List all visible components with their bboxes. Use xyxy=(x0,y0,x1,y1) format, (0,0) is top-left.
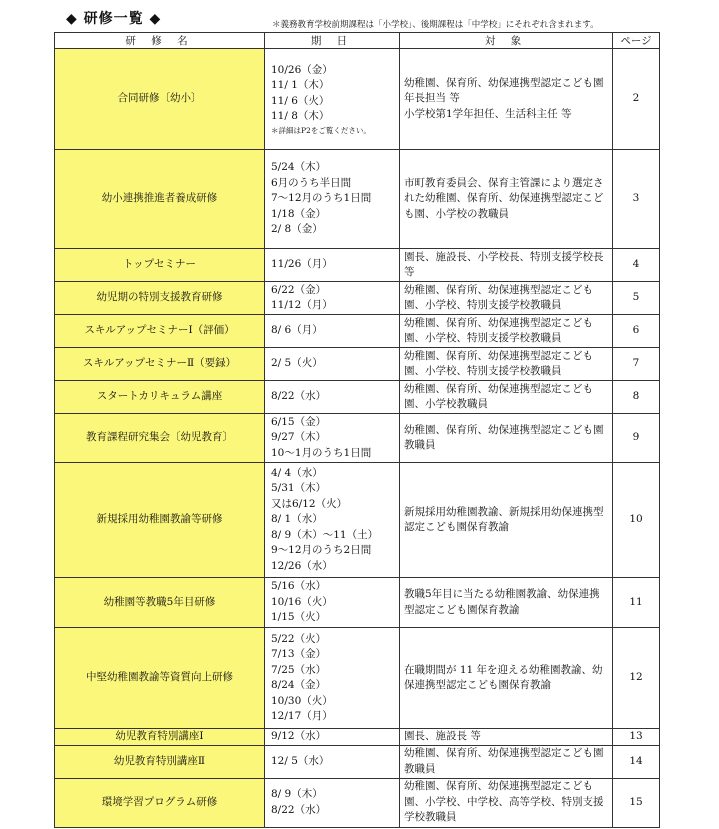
date-line: 10/30（火） xyxy=(271,694,333,707)
page-number: 5 xyxy=(613,282,660,315)
table-row xyxy=(55,729,660,746)
training-target: 教職5年目に当たる幼稚園教諭、幼保連携型認定こども園保育教諭 xyxy=(400,578,613,628)
col-header-name: 研 修 名 xyxy=(55,33,265,49)
header-note: ＊義務教育学校前期課程は「小学校」、後期課程は「中学校」にそれぞれ含まれます。 xyxy=(272,20,599,30)
page-number: 6 xyxy=(613,315,660,348)
date-line: 9～12月のうち2日間 xyxy=(271,544,372,557)
col-header-page: ページ xyxy=(613,33,660,49)
training-dates xyxy=(265,729,400,746)
training-name: トップセミナー xyxy=(55,249,265,282)
training-dates xyxy=(265,381,400,414)
date-line: 6/15（金） xyxy=(271,415,327,428)
training-dates xyxy=(265,463,400,578)
date-line: 11/ 1（木） xyxy=(271,79,330,91)
page-number: 9 xyxy=(613,414,660,463)
date-line: 5/31（木） xyxy=(271,482,327,495)
training-target: 幼稚園、保育所、幼保連携型認定こども園年長担当 等 小学校第1学年担任、生活科主任 等 xyxy=(400,49,613,150)
table-row xyxy=(55,348,660,381)
page-number: 3 xyxy=(613,150,660,249)
date-line: 5/24（木） xyxy=(271,161,327,174)
date-line: 11/ 8（木） xyxy=(271,110,330,122)
training-dates xyxy=(265,778,400,827)
date-line: 7～12月のうち1日間 xyxy=(271,192,372,205)
training-dates xyxy=(265,150,400,249)
training-name: 中堅幼稚園教諭等資質向上研修 xyxy=(55,628,265,729)
training-target: 在職期間が 11 年を迎える幼稚園教諭、幼保連携型認定こども園保育教諭 xyxy=(400,628,613,729)
table-row xyxy=(55,381,660,414)
date-line: 12/17（月） xyxy=(271,710,333,722)
training-target: 幼稚園、保育所、幼保連携型認定こども園、小学校、中学校、高等学校、特別支援学校教職員 xyxy=(400,778,613,827)
date-line: 5/16（水） xyxy=(271,580,327,593)
date-line: 11/ 6（火） xyxy=(271,94,330,107)
training-name: 幼児期の特別支援教育研修 xyxy=(55,282,265,315)
page-number: 15 xyxy=(613,778,660,827)
date-line: 8/22（水） xyxy=(271,390,327,403)
date-line: 8/24（金） xyxy=(271,679,327,691)
table-row xyxy=(55,578,660,628)
training-name: 幼児教育特別講座Ⅱ xyxy=(55,745,265,778)
date-line: 7/25（水） xyxy=(271,663,327,676)
training-target: 幼稚園、保育所、幼保連携型認定こども園教職員 xyxy=(400,745,613,778)
date-line: 10/16（火） xyxy=(271,595,333,608)
col-header-date: 期 日 xyxy=(265,33,400,49)
training-target: 幼稚園、保育所、幼保連携型認定こども園教職員 xyxy=(400,414,613,463)
date-line: 5/22（火） xyxy=(271,632,327,645)
training-name: スタートカリキュラム講座 xyxy=(55,381,265,414)
date-line: 11/26（月） xyxy=(271,258,333,271)
training-target: 園長、施設長、小学校長、特別支援学校長 等 xyxy=(400,249,613,282)
training-dates xyxy=(265,249,400,282)
date-line: 4/ 4（水） xyxy=(271,466,323,479)
date-line: 6/22（金） xyxy=(271,283,327,296)
table-row xyxy=(55,49,660,150)
date-line: 8/ 9（木） xyxy=(271,788,323,800)
training-dates xyxy=(265,315,400,348)
page-number: 12 xyxy=(613,628,660,729)
training-target: 幼稚園、保育所、幼保連携型認定こども園、小学校、特別支援学校教職員 xyxy=(400,315,613,348)
training-target: 幼稚園、保育所、幼保連携型認定こども園、小学校教職員 xyxy=(400,381,613,414)
page-number: 2 xyxy=(613,49,660,150)
training-dates xyxy=(265,49,400,150)
table-row xyxy=(55,414,660,463)
date-line: 8/ 6（月） xyxy=(271,324,323,337)
date-line: 11/12（月） xyxy=(271,299,333,311)
training-target: 市町教育委員会、保育主管課により選定された幼稚園、保育所、幼保連携型認定こども園、小学校の教職員 xyxy=(400,150,613,249)
training-name: 幼小連携推進者養成研修 xyxy=(55,150,265,249)
date-line: 1/18（金） xyxy=(271,207,327,220)
date-line: 10/26（金） xyxy=(271,63,333,76)
page-number: 11 xyxy=(613,578,660,628)
date-line: 8/22（水） xyxy=(271,803,327,816)
page-number: 8 xyxy=(613,381,660,414)
table-row xyxy=(55,745,660,778)
page-title: ◆ 研修一覧 ◆ xyxy=(66,11,162,27)
training-name: スキルアップセミナーⅠ（評価） xyxy=(55,315,265,348)
date-line: 10～1月のうち1日間 xyxy=(271,446,372,459)
training-name: 新規採用幼稚園教諭等研修 xyxy=(55,463,265,578)
date-line: 8/ 9（木）～11（土） xyxy=(271,528,379,541)
date-line: 12/ 5（水） xyxy=(271,754,330,767)
table-row xyxy=(55,150,660,249)
table-row xyxy=(55,282,660,315)
page-number: 10 xyxy=(613,463,660,578)
training-dates xyxy=(265,414,400,463)
page-number: 7 xyxy=(613,348,660,381)
table-header-row xyxy=(55,33,660,49)
date-line: 1/15（火） xyxy=(271,611,327,624)
table-row xyxy=(55,249,660,282)
training-target: 園長、施設長 等 xyxy=(400,729,613,746)
table-row xyxy=(55,628,660,729)
date-line: 又は6/12（火） xyxy=(271,497,348,510)
table-row xyxy=(55,315,660,348)
date-line: 2/ 8（金） xyxy=(271,223,323,236)
training-dates xyxy=(265,578,400,628)
training-name: スキルアップセミナーⅡ（要録） xyxy=(55,348,265,381)
date-line: 12/26（水） xyxy=(271,559,333,572)
date-line: 9/27（木） xyxy=(271,431,327,444)
training-target: 幼稚園、保育所、幼保連携型認定こども園、小学校、特別支援学校教職員 xyxy=(400,348,613,381)
training-table xyxy=(54,32,660,828)
col-header-target: 対 象 xyxy=(400,33,613,49)
page-number: 4 xyxy=(613,249,660,282)
training-target: 新規採用幼稚園教諭、新規採用幼保連携型認定こども園保育教諭 xyxy=(400,463,613,578)
training-name: 幼児教育特別講座Ⅰ xyxy=(55,729,265,746)
training-dates xyxy=(265,348,400,381)
date-note: ＊詳細はP2をご覧ください。 xyxy=(271,125,371,135)
training-name: 幼稚園等教職5年目研修 xyxy=(55,578,265,628)
training-name: 教育課程研究集会〔幼児教育〕 xyxy=(55,414,265,463)
training-name: 環境学習プログラム研修 xyxy=(55,778,265,827)
training-target: 幼稚園、保育所、幼保連携型認定こども園、小学校、特別支援学校教職員 xyxy=(400,282,613,315)
date-line: 2/ 5（火） xyxy=(271,357,323,370)
date-line: 7/13（金） xyxy=(271,648,327,660)
page-number: 14 xyxy=(613,745,660,778)
date-line: 8/ 1（水） xyxy=(271,513,323,526)
training-name: 合同研修〔幼小〕 xyxy=(55,49,265,150)
training-dates xyxy=(265,745,400,778)
date-line: 6月のうち半日間 xyxy=(271,176,352,189)
training-dates xyxy=(265,628,400,729)
date-line: 9/12（水） xyxy=(271,730,327,742)
table-row xyxy=(55,463,660,578)
training-dates xyxy=(265,282,400,315)
page-number: 13 xyxy=(613,729,660,746)
table-row xyxy=(55,778,660,827)
